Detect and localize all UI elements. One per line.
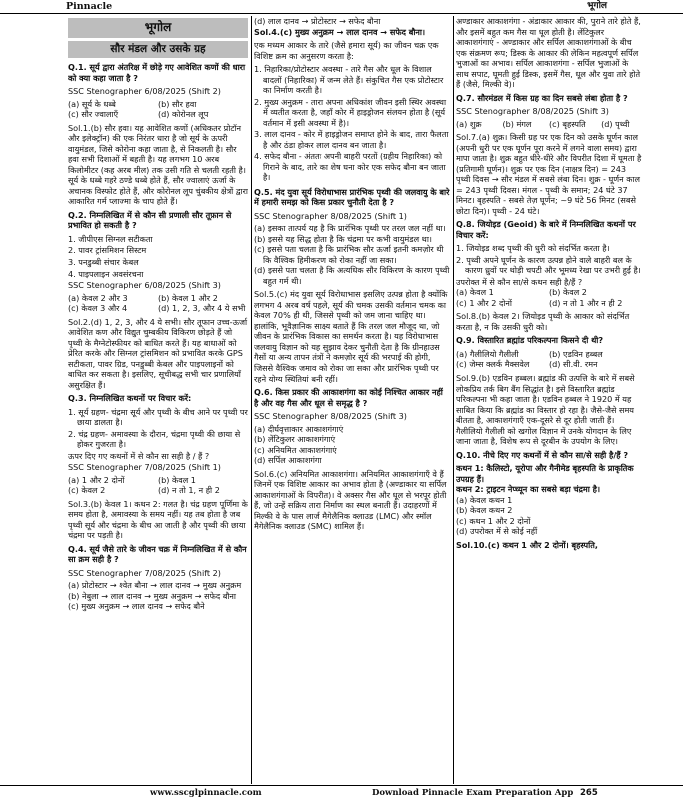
option: (d) पृथ्वी [601,118,630,129]
statement-item: 1. जीपीएस सिग्नल सटीकता [68,233,153,244]
option: (b) केवल 2 [549,287,587,298]
question-2: Q.2. निम्नलिखित में से कौन सी प्रणाली सौर तूफ़ान से प्रभावित हो सकती है ? [68,209,232,231]
option: (a) दीर्घवृत्ताकार आकाशगंगाएं [254,423,344,434]
question-3: Q.3. निम्नलिखित कथनों पर विचार करें: [68,393,192,404]
question-5: Q.5. मंद युवा सूर्य विरोधाभास प्रारंभिक पृथ्वी की जलवायु के बारे में हमारी समझ को किस प्रकार चुनौती देता है ? [254,186,450,208]
statement-item: 1. जियोइड शब्द पृथ्वी की धुरी को संदर्भित करता है। [456,243,610,254]
solution-8: Sol.8.(b) केवल 2। जियोइड पृथ्वी के आकार को संदर्भित करता है, न कि उसकी धुरी को। [456,311,630,332]
lifecycle-step: 1. निहारिका/प्रोटोस्टार अवस्था - तारे गैस और धूल के विशाल बादलों (निहारिका) में जन्म लेते हैं। संकुचित गैस एक प्रोटोस्टार का निर्माण करती है। [254,64,444,96]
solution-2: Sol.2.(d) 1, 2, 3, और 4 ये सभी। सौर तूफान उच्च-ऊर्जा आवेशित कण और विद्युत चुम्बकीय विकिरण छोड़ते हैं जो पृथ्वी के मैग्नेटोस्फीयर को बाधित करते हैं। यह बाधाओं को प्रेरित करके और सिग्नल ट्रांसमिशन को प्रभावित करके GPS सटीकता, पावर ग्रिड, पनडुब्बी केबल और पाइपलाइनों को बाधित कर सकता है। इसलिए, सूचीबद्ध सभी चार प्रणालियाँ असुरक्षित हैं। [68,316,248,390]
statement-item: कथन 1: कैलिस्टो, यूरोपा और गैनीमेड बृहस्पति के प्राकृतिक उपग्रह हैं। [456,463,634,484]
question-6-source: SSC Stenographer 8/08/2025 (Shift 3) [254,411,407,422]
column-3 [456,16,642,784]
column-2 [254,16,450,784]
option: (a) केवल 2 और 3 [68,292,128,303]
question-2-source: SSC Stenographer 6/08/2025 (Shift 3) [68,280,221,291]
option: (d) 1, 2, 3, और 4 ये सभी [158,303,246,314]
option: (a) सूर्य के धब्बे [68,98,116,109]
option: (a) प्रोटोस्टार → श्वेत बौना → लाल दानव → मुख्य अनुक्रम [68,580,242,591]
option: (c) सौर ज्वालाएँ [68,109,119,120]
statement-item: 4. पाइपलाइन अवसंरचना [68,268,144,279]
option: (d) उपरोक्त में से कोई नहीं [456,526,538,537]
option: (d) लाल दानव → प्रोटोस्टार → सफेद बौना [254,16,381,26]
option: (c) मुख्य अनुक्रम → लाल दानव → सफेद बौने [68,601,205,612]
option: (d) कोरोनल लूप [158,109,209,120]
option: (b) इससे यह सिद्ध होता है कि चंद्रमा पर कभी वायुमंडल था। [254,233,432,244]
option: (c) बृहस्पति [549,118,586,129]
chapter-title: भूगोल [68,18,248,38]
question-8-ask: उपरोक्त में से कौन सा/से कथन सही है/हैं ? [456,276,583,287]
column-divider [251,16,252,784]
page-footer [0,785,683,800]
option: (c) अनियमित आकाशगंगाएं [254,444,337,455]
option: (a) इसका तात्पर्य यह है कि प्रारंभिक पृथ्वी पर तरल जल नहीं था। [254,223,446,234]
solution-3: Sol.3.(b) केवल 1। कथन 2: गलत है। चंद्र ग्रहण पूर्णिमा के समय होता है, अमावस्या के समय नहीं। यह तब होता है जब पृथ्वी सूर्य और चंद्रमा के बीच आ जाती है और पृथ्वी की छाया चंद्रमा पर पड़ती है। [68,498,248,541]
option: (a) 1 और 2 दोनों [68,474,125,485]
solution-10: Sol.10.(c) कथन 1 और 2 दोनों। बृहस्पति, [456,539,598,550]
question-4-options [68,580,248,612]
question-6-options [254,424,450,466]
question-4: Q.4. सूर्य जैसे तारे के जीवन चक्र में निम्नलिखित में से कौन सा क्रम सही है ? [68,543,247,565]
option: (c) जेम्स क्लर्क मैक्सवेल [456,359,530,370]
question-3-ask: ऊपर दिए गए कथनों में से कौन सा सही है / हैं ? [68,450,210,461]
option: (c) कथन 1 और 2 दोनों [456,515,531,526]
page-number: 265 [580,788,598,798]
question-7-options [456,119,642,130]
question-9-options [456,349,642,370]
option: (b) नेबुला → लाल दानव → मुख्य अनुक्रम → सफेद बौना [68,590,236,601]
option: (c) इससे पता चलता है कि प्रारंभिक सौर ऊर्जा इतनी कमज़ोर थी कि वैश्विक हिमीकरण को रोका नहीं जा सका। [254,244,444,265]
question-5-options [254,223,450,286]
option: (b) मंगल [502,118,532,129]
option: (b) सौर हवा [158,98,197,109]
option: (a) केवल कथन 1 [456,494,513,505]
lifecycle-step: 2. मुख्य अनुक्रम - तारा अपना अधिकांश जीवन इसी स्थिर अवस्था में व्यतीत करता है, जहाँ कोर में हाइड्रोजन संलयन होता है (सूर्य वर्तमान में इसी अवस्था में है)। [254,96,447,128]
solution-7: Sol.7.(a) शुक्र। किसी ग्रह पर एक दिन को उसके घूर्णन काल (अपनी धुरी पर एक घूर्णन पूरा करने में लगने वाला समय) द्वारा मापा जाता है। शुक्र बहुत धीरे-धीरे और विपरीत दिशा में घूमता है (प्रतिगामी घूर्णन)। शुक्र पर एक दिन (नाक्षत्र दिन) = 243 पृथ्वी दिवस → सौर मंडल में सबसे लंबा दिन। शुक्र - घूर्णन काल = 243 पृथ्वी दिवस। मंगल - पृथ्वी के समान; 24 घंटे 37 मिनट। बृहस्पति - सबसे तेज़ घूर्णन; ~9 घंटे 56 मिनट (सबसे छोटा दिन)। पृथ्वी - 24 घंटे। [456,132,642,216]
solution-6-continued: अण्डाकार आकाशगंगा - अंडाकार आकार की, पुराने तारे होते हैं, और इसमें बहुत कम गैस या धूल होती है। लेंटिकुलर आकाशगंगाएं - अण्डाकार और सर्पिल आकाशगंगाओं के बीच एक संक्रमण रूप; डिस्क के आकार की लेकिन महत्वपूर्ण सर्पिल भुजाओं का अभाव। सर्पिल आकाशगंगा - सर्पिल भुजाओं के साथ सपाट, घूमती हुई डिस्क, इसमें गैस, धूल और युवा तारे होते हैं (जैसे, मिल्की वे)। [456,16,641,90]
question-3-source: SSC Stenographer 7/08/2025 (Shift 1) [68,462,221,473]
solution-9: Sol.9.(b) एडविन हब्बल। ब्रह्मांड की उत्पत्ति के बारे में सबसे लोकप्रिय तर्क बिग बैंग सिद्धांत है। इसे विस्तारित ब्रह्मांड परिकल्पना भी कहा जाता है। एडविन हब्बल ने 1920 में यह साबित किया कि ब्रह्मांड का विस्तार हो रहा है। जैसे-जैसे समय बीतता है, आकाशगंगाएँ एक-दूसरे से दूर होती जाती हैं। गैलीलियो गैलीली को खगोल विज्ञान में उनके योगदान के लिए जाना जाता है, विशेष रूप से दूरबीन के उपयोग के लिए। [456,372,635,447]
option: (c) केवल 2 [68,485,106,496]
option: (d) न तो 1 और न ही 2 [549,297,623,308]
solution-5: Sol.5.(c) मंद युवा सूर्य विरोधाभास इसलिए उत्पन्न होता है क्योंकि लगभग 4 अरब वर्ष पहले, सूर्य की चमक उसकी वर्तमान चमक का केवल 70% ही थी, जिससे पृथ्वी को जम जाना चाहिए था। हालांकि, भूवैज्ञानिक साक्ष्य बताते हैं कि तरल जल मौजूद था, जो जीवन के प्रारंभिक विकास का समर्थन करता है। यह विरोधाभास जलवायु विज्ञान को यह सुझाव देकर चुनौती देता है कि ग्रीनहाउस गैसों या अन्य तापन तंत्रों ने कमज़ोर सूर्य की भरपाई की होगी, जिससे वैश्विक जमाव को रोका जा सका और प्रारंभिक पृथ्वी पर रहने योग्य स्थितियां बनी रहीं। [254,289,448,384]
option: (b) केवल कथन 2 [456,505,513,516]
option: (d) इससे पता चलता है कि अत्यधिक सौर विकिरण के कारण पृथ्वी बहुत गर्म थी। [254,265,450,286]
question-3-options [68,475,248,496]
solution-1: Sol.1.(b) सौर हवा। यह आवेशित कणों (अधिकतर प्रोटॉन और इलेक्ट्रॉन) की एक निरंतर धारा है जो सूर्य के ऊपरी वायुमंडल, जिसे कोरोना कहा जाता है, से निकलती है। सौर हवा सभी दिशाओं में बहती है। यह लगभग 10 अरब किलोमीटर (कह अरब मील) तक उसी गति से चलती रहती है। सूर्य के धब्बे गहरे ठण्डे धब्बे होते हैं, सौर ज्वालाएं ऊर्जा के अचानक विस्फोट होते हैं, और कोरोनल लूप चुंबकीय क्षेत्रों द्वारा आकारित गर्म प्लाज्मा के चाप होते हैं। [68,122,248,207]
option: (b) लेंटिकुलर आकाशगंगाएं [254,434,336,445]
statement-item: कथन 2: ट्राइटन नेप्च्यून का सबसे बड़ा चंद्रमा है। [456,484,601,495]
statement-item: 3. पनडुब्बी संचार केबल [68,257,139,267]
question-7-source: SSC Stenographer 8/08/2025 (Shift 3) [456,106,609,117]
question-10-options [456,495,642,537]
section-title: भूगोल [587,1,607,11]
option: (b) केवल 1 और 2 [158,292,218,303]
app-promo: Download Pinnacle Exam Preparation App [372,788,574,798]
website-link[interactable]: www.sscglpinnacle.com [150,788,262,798]
question-5-source: SSC Stenographer 8/08/2025 (Shift 1) [254,210,407,221]
option: (a) शुक्र [456,118,482,129]
option: (c) केवल 3 और 4 [68,303,128,314]
option: (a) केवल 1 [456,287,494,298]
solution-6: Sol.6.(c) अनियमित आकाशगंगा। अनियमित आकाशगंगाएँ वे हैं जिनमें एक विशिष्ट आकार का अभाव होता है (अण्डाकार या सर्पिल आकाशगंगाओं के विपरीत)। वे अक्सर गैस और धूल से भरपूर होती हैं, जो उन्हें सक्रिय तारा निर्माण का स्थल बनाती हैं। उदाहरणों में मिल्की वे के पास लार्ज मैगेलैनिक क्लाउड (LMC) और स्मॉल मैगेलैनिक क्लाउड (SMC) शामिल हैं। [254,468,447,532]
solution-4-heading: Sol.4.(c) मुख्य अनुक्रम → लाल दानव → सफेद बौना। [254,26,426,37]
option: (d) न तो 1, न ही 2 [158,485,220,496]
question-1-options [68,99,248,120]
column-1 [68,16,248,784]
question-9: Q.9. विस्तारित ब्रह्मांड परिकल्पना किसने दी थी? [456,335,604,346]
question-2-options [68,293,248,314]
question-6: Q.6. किस प्रकार की आकाशगंगा का कोई निश्चित आकार नहीं है और वह गैस और धूल से समृद्ध है ? [254,387,443,408]
page-header [0,0,683,14]
question-8: Q.8. जियोइड (Geoid) के बारे में निम्नलिखित कथनों पर विचार करें: [456,219,636,240]
option: (d) सर्पिल आकाशगंगा [254,455,322,466]
solution-4-intro: एक मध्यम आकार के तारे (जैसे हमारा सूर्य) का जीवन चक्र एक विशिष्ट क्रम का अनुसरण करता है: [254,40,439,61]
statement-item: 2. पावर ट्रांसमिशन सिस्टम [68,245,147,256]
statement-item: 2. पृथ्वी अपने घूर्णन के कारण उत्पन्न होने वाले बाहरी बल के कारण ध्रुवों पर थोड़ी चपटी और भूमध्य रेखा पर उभरी हुई है। [456,254,641,276]
brand-name: Pinnacle [66,1,113,12]
option: (d) सी.वी. रमन [549,359,598,370]
lifecycle-step: 3. लाल दानव - कोर में हाइड्रोजन समाप्त होने के बाद, तारा फैलता है और ठंडा होकर लाल दानव बन जाता है। [254,129,449,150]
question-1: Q.1. सूर्य द्वारा अंतरिक्ष में छोड़े गए आवेशित कणों की धारा को क्या कहा जाता है ? [68,62,246,83]
column-divider [453,16,454,784]
question-10: Q.10. नीचे दिए गए कथनों में से कौन सा/से सही है/हैं ? [456,449,629,460]
option: (a) गैलीलियो गैलीली [456,348,519,359]
question-8-options [456,287,642,308]
option: (b) केवल 1 [158,474,196,485]
question-4-source: SSC Stenographer 7/08/2025 (Shift 2) [68,567,221,578]
question-7: Q.7. सौरमंडल में किस ग्रह का दिन सबसे लंबा होता है ? [456,92,628,103]
question-1-source: SSC Stenographer 6/08/2025 (Shift 2) [68,86,221,97]
topic-title: सौर मंडल और उसके ग्रह [68,41,248,59]
statement-item: 2. चंद्र ग्रहण- अमावस्या के दौरान, चंद्रमा पृथ्वी की छाया से होकर गुजरता है। [68,428,241,450]
lifecycle-step: 4. सफेद बौना - अंततः अपनी बाहरी परतों (ग्रहीय निहारिका) को गिराने के बाद, तारे का शेष घना कोर एक सफेद बौना बन जाता है। [254,151,446,183]
statement-item: 1. सूर्य ग्रहण- चंद्रमा सूर्य और पृथ्वी के बीच आने पर पृथ्वी पर छाया डालता है। [68,406,248,428]
option: (c) 1 और 2 दोनों [456,297,512,308]
option: (b) एडविन हब्बल [549,348,603,359]
